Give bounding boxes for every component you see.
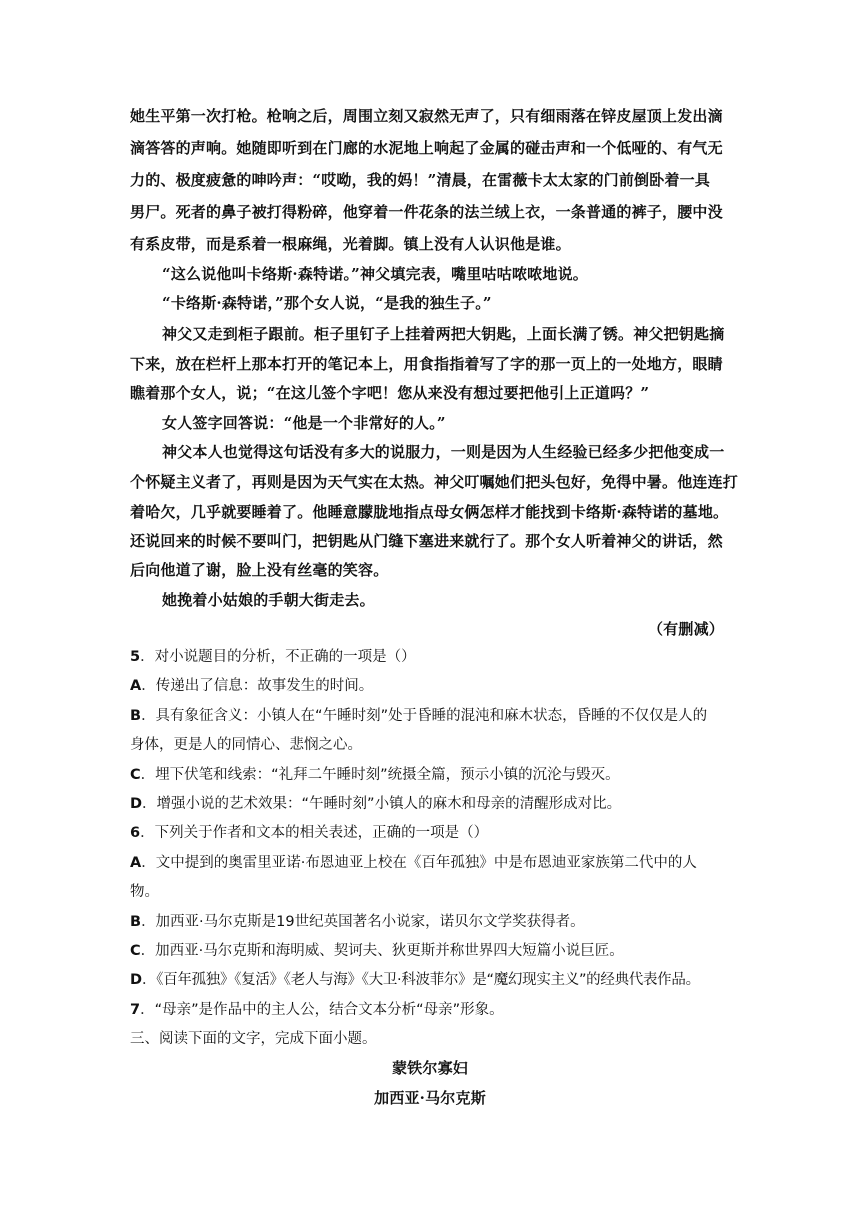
option-line: B．具有象征含义：小镇人在“午睡时刻”处于昏睡的混沌和麻木状态，昏睡的不仅仅是人的 [130,708,708,724]
option-line: A．传递出了信息：故事发生的时间。 [130,678,374,694]
story-line: 神父又走到柜子跟前。柜子里钉子上挂着两把大钥匙，上面长满了锈。神父把钥匙摘 [162,325,725,343]
story-line: 有系皮带，而是系着一根麻绳，光着脚。镇上没有人认识他是谁。 [130,235,571,253]
question-line: 7．“母亲”是作品中的主人公，结合文本分析“母亲”形象。 [130,1002,504,1018]
story-line: 女人签字回答说：“他是一个非常好的人。” [162,414,446,432]
question-line: 6．下列关于作者和文本的相关表述，正确的一项是（） [130,825,489,841]
story-line: “这么说他叫卡络斯·森特诺。”神父填完表，嘴里咕咕哝哝地说。 [162,265,588,283]
option-line: 物。 [130,884,159,900]
option-line: D．《百年孤独》《复活》《老人与海》《大卫·科波菲尔》是“魔幻现实主义”的经典代表作品。 [130,972,700,988]
story-line: 力的、极度疲惫的呻吟声：“哎呦，我的妈！”清晨，在雷薇卡太太家的门前倒卧着一具 [130,171,711,189]
story-line: 下来，放在栏杆上那本打开的笔记本上，用食指指着写了字的那一页上的一处地方，眼睛 [130,355,723,373]
question-line: 5．对小说题目的分析，不正确的一项是（） [130,649,416,665]
story-line: 滴答答的声响。她随即听到在门廊的水泥地上响起了金属的碰击声和一个低哑的、有气无 [130,139,723,157]
option-line: D．增强小说的艺术效果：“午睡时刻”小镇人的麻木和母亲的清醒形成对比。 [130,796,622,812]
story-line: 还说回来的时候不要叫门，把钥匙从门缝下塞进来就行了。那个女人听着神父的讲话，然 [130,532,723,550]
story-line: 她挽着小姑娘的手朝大街走去。 [162,591,375,609]
story-line: 个怀疑主义者了，再则是因为天气实在太热。神父叮嘱她们把头包好，免得中暑。他连连打 [130,473,739,491]
option-line: B．加西亚·马尔克斯是19世纪英国著名小说家，诺贝尔文学奖获得者。 [130,914,585,930]
next-story-author: 加西亚·马尔克斯 [374,1089,486,1107]
abridged-note: （有删减） [647,620,724,638]
option-line: 身体，更是人的同情心、悲悯之心。 [130,737,362,753]
story-line: 后向他道了谢，脸上没有丝毫的笑容。 [130,561,389,579]
story-line: 男尸。死者的鼻子被打得粉碎，他穿着一件花条的法兰绒上衣，一条普通的裤子，腰中没 [130,203,723,221]
story-line: 神父本人也觉得这句话没有多大的说服力，一则是因为人生经验已经多少把他变成一 [162,443,725,461]
story-line: 瞧着那个女人，说；“在这儿签个字吧！您从来没有想过要把他引上正道吗？” [130,384,650,402]
story-line: 她生平第一次打枪。枪响之后，周围立刻又寂然无声了，只有细雨落在锌皮屋顶上发出滴 [130,107,723,125]
option-line: C．加西亚·马尔克斯和海明威、契诃夫、狄更斯并称世界四大短篇小说巨匠。 [130,943,624,959]
story-line: 着哈欠，几乎就要睡着了。他睡意朦胧地指点母女俩怎样才能找到卡络斯·森特诺的墓地。 [130,503,729,521]
next-story-title: 蒙铁尔寡妇 [391,1059,468,1077]
story-line: “卡络斯·森特诺，”那个女人说，“是我的独生子。” [162,294,492,312]
option-line: A．文中提到的奥雷里亚诺·布恩迪亚上校在《百年孤独》中是布恩迪亚家族第二代中的人 [130,855,697,871]
option-line: C．埋下伏笔和线索：“礼拜二午睡时刻”统摄全篇，预示小镇的沉沦与毁灭。 [130,767,620,783]
section-heading: 三、阅读下面的文字，完成下面小题。 [130,1031,377,1047]
